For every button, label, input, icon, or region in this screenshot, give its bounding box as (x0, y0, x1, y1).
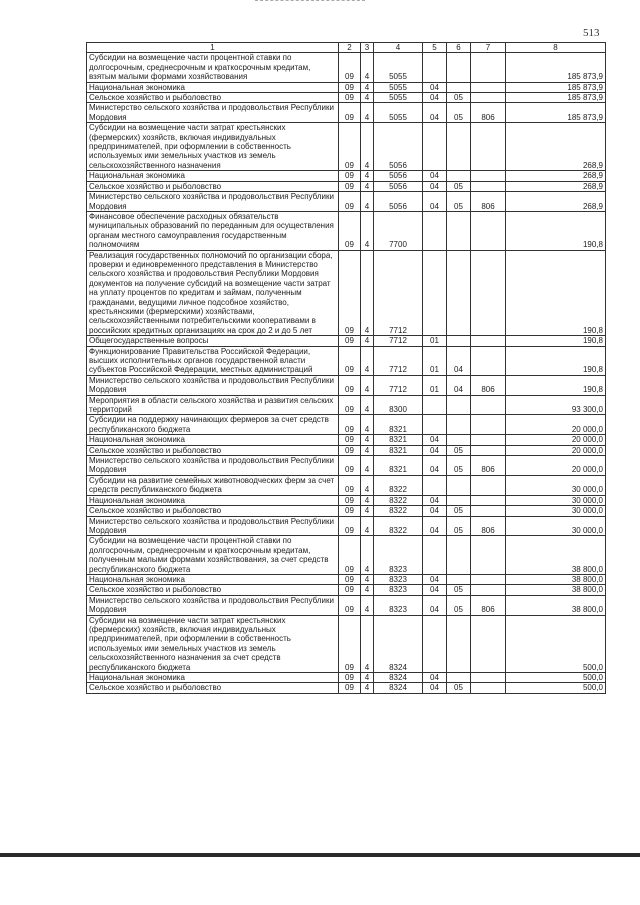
cell-subsection: 05 (447, 103, 471, 123)
cell-item-name: Субсидии на возмещение части затрат крестьянских (фермерских) хозяйств, включая индивидуальных предпринимателей, при оформлении в собственность используемых ими земельных участков из земель сельскохозяйственного назначения (87, 123, 339, 171)
cell-target-code: 8323 (374, 595, 423, 615)
cell-target-code: 8324 (374, 683, 423, 693)
cell-section-code: 09 (339, 683, 361, 693)
cell-section-code: 09 (339, 445, 361, 455)
cell-subsection (447, 53, 471, 82)
cell-target-code: 5055 (374, 103, 423, 123)
cell-item-name: Сельское хозяйство и рыболовство (87, 93, 339, 103)
column-header: 3 (361, 43, 374, 53)
cell-amount: 30 000,0 (506, 506, 606, 516)
cell-subcode: 4 (361, 181, 374, 191)
table-row (87, 585, 606, 595)
cell-amount: 185 873,9 (506, 103, 606, 123)
cell-target-code: 5056 (374, 171, 423, 181)
cell-chapter: 01 (423, 346, 447, 375)
page-bottom-rule (0, 853, 640, 857)
cell-target-code: 5056 (374, 192, 423, 212)
cell-target-code: 7712 (374, 375, 423, 395)
cell-department (471, 250, 506, 336)
cell-amount: 20 000,0 (506, 445, 606, 455)
cell-subcode: 4 (361, 250, 374, 336)
cell-amount: 190,8 (506, 375, 606, 395)
cell-subcode: 4 (361, 82, 374, 92)
cell-amount: 38 800,0 (506, 585, 606, 595)
cell-department (471, 445, 506, 455)
cell-item-name: Субсидии на возмещение части процентной ставки по долгосрочным, среднесрочным и краткосрочным кредитам, полученным малыми формами хозяйствования, за счет средств республиканского бюджета (87, 536, 339, 575)
cell-subsection: 05 (447, 192, 471, 212)
cell-amount: 268,9 (506, 192, 606, 212)
cell-amount: 268,9 (506, 123, 606, 171)
cell-department (471, 123, 506, 171)
table-row (87, 456, 606, 476)
cell-section-code: 09 (339, 456, 361, 476)
column-header: 2 (339, 43, 361, 53)
table-row (87, 192, 606, 212)
cell-department (471, 536, 506, 575)
cell-department: 806 (471, 456, 506, 476)
cell-item-name: Сельское хозяйство и рыболовство (87, 181, 339, 191)
cell-section-code: 09 (339, 123, 361, 171)
cell-target-code: 8322 (374, 495, 423, 505)
table-row (87, 103, 606, 123)
table-row (87, 595, 606, 615)
cell-subsection (447, 475, 471, 495)
cell-subsection (447, 82, 471, 92)
cell-amount: 185 873,9 (506, 53, 606, 82)
cell-target-code: 8322 (374, 516, 423, 536)
cell-target-code: 5055 (374, 53, 423, 82)
cell-section-code: 09 (339, 415, 361, 435)
cell-target-code: 5056 (374, 181, 423, 191)
cell-section-code: 09 (339, 395, 361, 415)
cell-section-code: 09 (339, 375, 361, 395)
table-row (87, 375, 606, 395)
cell-chapter: 04 (423, 456, 447, 476)
cell-department (471, 395, 506, 415)
cell-department: 806 (471, 516, 506, 536)
table-row (87, 506, 606, 516)
table-row (87, 82, 606, 92)
cell-subcode: 4 (361, 93, 374, 103)
cell-subcode: 4 (361, 192, 374, 212)
cell-subcode: 4 (361, 336, 374, 346)
cell-section-code: 09 (339, 211, 361, 250)
table-row (87, 536, 606, 575)
table-row (87, 171, 606, 181)
cell-subsection (447, 615, 471, 672)
cell-item-name: Субсидии на возмещение части затрат крестьянских (фермерских) хозяйств, включая индивидуальных предпринимателей, при оформлении в собственность используемых ими земельных участков из земель сельскохозяйственного назначения за счет средств республиканского бюджета (87, 615, 339, 672)
table-row (87, 673, 606, 683)
cell-subcode: 4 (361, 123, 374, 171)
cell-subcode: 4 (361, 615, 374, 672)
cell-subcode: 4 (361, 435, 374, 445)
cell-department (471, 82, 506, 92)
cell-target-code: 5056 (374, 123, 423, 171)
cell-item-name: Национальная экономика (87, 82, 339, 92)
cell-subcode: 4 (361, 506, 374, 516)
cell-target-code: 8323 (374, 585, 423, 595)
cell-subsection: 05 (447, 506, 471, 516)
cell-item-name: Национальная экономика (87, 495, 339, 505)
cell-subsection: 05 (447, 683, 471, 693)
cell-department (471, 93, 506, 103)
table-row (87, 574, 606, 584)
cell-item-name: Национальная экономика (87, 574, 339, 584)
cell-target-code: 7712 (374, 250, 423, 336)
cell-subcode: 4 (361, 445, 374, 455)
cell-department (471, 475, 506, 495)
cell-amount: 190,8 (506, 211, 606, 250)
cell-section-code: 09 (339, 250, 361, 336)
cell-chapter: 04 (423, 181, 447, 191)
cell-amount: 185 873,9 (506, 82, 606, 92)
cell-item-name: Субсидии на развитие семейных животноводческих ферм за счет средств республиканского бюджета (87, 475, 339, 495)
cell-amount: 38 800,0 (506, 595, 606, 615)
cell-item-name: Мероприятия в области сельского хозяйства и развития сельских территорий (87, 395, 339, 415)
cell-amount: 38 800,0 (506, 574, 606, 584)
cell-department: 806 (471, 192, 506, 212)
cell-amount: 268,9 (506, 181, 606, 191)
cell-item-name: Реализация государственных полномочий по организации сбора, проверки и единовременного представления в Министерство сельского хозяйства и продовольствия Республики Мордовия документов на получение субсидий на возмещение части затрат на уплату процентов по кредитам и займам, полученным гражданами, ведущими личное подсобное хозяйство, крестьянскими (фермерскими) хозяйствами, сельскохозяйственными потребительскими кооперативами в российских кредитных организациях на срок до 2 и до 5 лет (87, 250, 339, 336)
cell-chapter (423, 536, 447, 575)
cell-subcode: 4 (361, 375, 374, 395)
scan-top-mark (255, 0, 365, 5)
cell-amount: 38 800,0 (506, 536, 606, 575)
cell-section-code: 09 (339, 673, 361, 683)
cell-chapter (423, 123, 447, 171)
cell-amount: 500,0 (506, 673, 606, 683)
cell-target-code: 5055 (374, 82, 423, 92)
table-row (87, 211, 606, 250)
column-header: 1 (87, 43, 339, 53)
cell-department (471, 211, 506, 250)
cell-amount: 30 000,0 (506, 495, 606, 505)
table-row (87, 516, 606, 536)
cell-amount: 500,0 (506, 683, 606, 693)
cell-subcode: 4 (361, 475, 374, 495)
cell-item-name: Министерство сельского хозяйства и продовольствия Республики Мордовия (87, 103, 339, 123)
cell-subsection: 05 (447, 585, 471, 595)
cell-target-code: 8321 (374, 456, 423, 476)
table-row (87, 435, 606, 445)
cell-section-code: 09 (339, 53, 361, 82)
cell-department: 806 (471, 103, 506, 123)
cell-amount: 268,9 (506, 171, 606, 181)
cell-section-code: 09 (339, 574, 361, 584)
cell-department (471, 615, 506, 672)
cell-department (471, 585, 506, 595)
cell-amount: 30 000,0 (506, 516, 606, 536)
table-row (87, 445, 606, 455)
cell-item-name: Финансовое обеспечение расходных обязательств муниципальных образований по переданным для осуществления органам местного самоуправления государственным полномочиям (87, 211, 339, 250)
cell-target-code: 8323 (374, 574, 423, 584)
cell-chapter: 04 (423, 171, 447, 181)
cell-item-name: Сельское хозяйство и рыболовство (87, 445, 339, 455)
cell-item-name: Министерство сельского хозяйства и продовольствия Республики Мордовия (87, 595, 339, 615)
cell-subsection: 05 (447, 595, 471, 615)
table-row (87, 615, 606, 672)
cell-amount: 190,8 (506, 346, 606, 375)
cell-section-code: 09 (339, 516, 361, 536)
cell-chapter: 04 (423, 516, 447, 536)
cell-chapter (423, 211, 447, 250)
cell-chapter (423, 250, 447, 336)
table-row (87, 395, 606, 415)
cell-department: 806 (471, 375, 506, 395)
cell-subcode: 4 (361, 103, 374, 123)
cell-subsection (447, 673, 471, 683)
cell-department (471, 53, 506, 82)
cell-item-name: Сельское хозяйство и рыболовство (87, 506, 339, 516)
cell-department (471, 495, 506, 505)
cell-subsection: 05 (447, 93, 471, 103)
cell-subsection (447, 250, 471, 336)
cell-department (471, 181, 506, 191)
cell-subsection (447, 495, 471, 505)
cell-department (471, 415, 506, 435)
cell-chapter: 04 (423, 93, 447, 103)
cell-target-code: 7712 (374, 346, 423, 375)
cell-chapter: 04 (423, 82, 447, 92)
cell-target-code: 8321 (374, 445, 423, 455)
cell-target-code: 8324 (374, 673, 423, 683)
cell-subcode: 4 (361, 683, 374, 693)
cell-section-code: 09 (339, 192, 361, 212)
cell-section-code: 09 (339, 181, 361, 191)
cell-subcode: 4 (361, 171, 374, 181)
cell-amount: 20 000,0 (506, 435, 606, 445)
cell-chapter: 04 (423, 683, 447, 693)
cell-chapter: 04 (423, 495, 447, 505)
budget-table (86, 42, 606, 694)
cell-item-name: Сельское хозяйство и рыболовство (87, 585, 339, 595)
cell-section-code: 09 (339, 336, 361, 346)
cell-subsection: 05 (447, 456, 471, 476)
cell-item-name: Субсидии на возмещение части процентной ставки по долгосрочным, среднесрочным и краткосрочным кредитам, взятым малыми формами хозяйствования (87, 53, 339, 82)
table-row (87, 475, 606, 495)
cell-department (471, 336, 506, 346)
cell-subcode: 4 (361, 536, 374, 575)
table-row (87, 123, 606, 171)
table-row (87, 93, 606, 103)
cell-amount: 30 000,0 (506, 475, 606, 495)
cell-subcode: 4 (361, 456, 374, 476)
cell-chapter (423, 395, 447, 415)
cell-department (471, 683, 506, 693)
cell-chapter (423, 475, 447, 495)
cell-section-code: 09 (339, 346, 361, 375)
cell-subsection: 04 (447, 346, 471, 375)
cell-target-code: 8322 (374, 506, 423, 516)
cell-subcode: 4 (361, 415, 374, 435)
cell-section-code: 09 (339, 171, 361, 181)
table-body (87, 53, 606, 693)
cell-department (471, 673, 506, 683)
cell-chapter: 01 (423, 375, 447, 395)
cell-subsection (447, 536, 471, 575)
cell-subcode: 4 (361, 516, 374, 536)
page-number: 513 (583, 27, 600, 39)
cell-target-code: 8321 (374, 435, 423, 445)
cell-amount: 93 300,0 (506, 395, 606, 415)
cell-chapter: 04 (423, 574, 447, 584)
cell-chapter (423, 53, 447, 82)
cell-section-code: 09 (339, 585, 361, 595)
cell-chapter: 04 (423, 103, 447, 123)
cell-section-code: 09 (339, 475, 361, 495)
cell-subsection: 04 (447, 375, 471, 395)
cell-amount: 185 873,9 (506, 93, 606, 103)
cell-item-name: Министерство сельского хозяйства и продовольствия Республики Мордовия (87, 375, 339, 395)
table-row (87, 53, 606, 82)
column-header: 7 (471, 43, 506, 53)
cell-subsection (447, 415, 471, 435)
cell-subcode: 4 (361, 495, 374, 505)
cell-target-code: 7712 (374, 336, 423, 346)
column-header: 6 (447, 43, 471, 53)
cell-chapter: 04 (423, 585, 447, 595)
table-row (87, 683, 606, 693)
cell-item-name: Субсидии на поддержку начинающих фермеров за счет средств республиканского бюджета (87, 415, 339, 435)
cell-subsection: 05 (447, 181, 471, 191)
cell-target-code: 5055 (374, 93, 423, 103)
cell-chapter: 04 (423, 673, 447, 683)
cell-subsection (447, 395, 471, 415)
cell-chapter (423, 615, 447, 672)
cell-target-code: 8322 (374, 475, 423, 495)
cell-subcode: 4 (361, 673, 374, 683)
cell-chapter: 01 (423, 336, 447, 346)
cell-item-name: Национальная экономика (87, 435, 339, 445)
cell-amount: 190,8 (506, 336, 606, 346)
cell-section-code: 09 (339, 615, 361, 672)
cell-subcode: 4 (361, 595, 374, 615)
cell-section-code: 09 (339, 536, 361, 575)
cell-item-name: Общегосударственные вопросы (87, 336, 339, 346)
cell-item-name: Национальная экономика (87, 171, 339, 181)
column-header: 4 (374, 43, 423, 53)
cell-chapter: 04 (423, 192, 447, 212)
cell-subcode: 4 (361, 395, 374, 415)
table-row (87, 181, 606, 191)
cell-department (471, 574, 506, 584)
cell-subsection (447, 171, 471, 181)
cell-department (471, 506, 506, 516)
cell-subsection (447, 123, 471, 171)
table-row (87, 346, 606, 375)
cell-subcode: 4 (361, 53, 374, 82)
cell-target-code: 7700 (374, 211, 423, 250)
cell-amount: 190,8 (506, 250, 606, 336)
cell-item-name: Министерство сельского хозяйства и продовольствия Республики Мордовия (87, 192, 339, 212)
cell-chapter: 04 (423, 435, 447, 445)
cell-chapter: 04 (423, 445, 447, 455)
cell-section-code: 09 (339, 595, 361, 615)
cell-item-name: Национальная экономика (87, 673, 339, 683)
cell-amount: 20 000,0 (506, 456, 606, 476)
cell-amount: 20 000,0 (506, 415, 606, 435)
cell-target-code: 8321 (374, 415, 423, 435)
cell-section-code: 09 (339, 93, 361, 103)
cell-section-code: 09 (339, 495, 361, 505)
cell-chapter: 04 (423, 595, 447, 615)
cell-subsection (447, 211, 471, 250)
cell-section-code: 09 (339, 506, 361, 516)
cell-item-name: Министерство сельского хозяйства и продовольствия Республики Мордовия (87, 516, 339, 536)
cell-chapter: 04 (423, 506, 447, 516)
cell-chapter (423, 415, 447, 435)
cell-subcode: 4 (361, 585, 374, 595)
cell-department: 806 (471, 595, 506, 615)
table-row (87, 336, 606, 346)
cell-item-name: Министерство сельского хозяйства и продовольствия Республики Мордовия (87, 456, 339, 476)
cell-department (471, 435, 506, 445)
cell-subcode: 4 (361, 574, 374, 584)
table-row (87, 250, 606, 336)
table-row (87, 495, 606, 505)
cell-department (471, 171, 506, 181)
cell-subsection (447, 435, 471, 445)
cell-item-name: Сельское хозяйство и рыболовство (87, 683, 339, 693)
cell-section-code: 09 (339, 103, 361, 123)
cell-subsection (447, 574, 471, 584)
cell-subcode: 4 (361, 346, 374, 375)
column-header: 5 (423, 43, 447, 53)
cell-item-name: Функционирование Правительства Российской Федерации, высших исполнительных органов государственной власти субъектов Российской Федерации, местных администраций (87, 346, 339, 375)
cell-section-code: 09 (339, 435, 361, 445)
column-header: 8 (506, 43, 606, 53)
cell-subsection: 05 (447, 445, 471, 455)
cell-subsection: 05 (447, 516, 471, 536)
table-header-row (87, 43, 606, 53)
table-row (87, 415, 606, 435)
cell-target-code: 8300 (374, 395, 423, 415)
cell-subsection (447, 336, 471, 346)
cell-subcode: 4 (361, 211, 374, 250)
cell-target-code: 8323 (374, 536, 423, 575)
cell-section-code: 09 (339, 82, 361, 92)
cell-department (471, 346, 506, 375)
cell-target-code: 8324 (374, 615, 423, 672)
cell-amount: 500,0 (506, 615, 606, 672)
